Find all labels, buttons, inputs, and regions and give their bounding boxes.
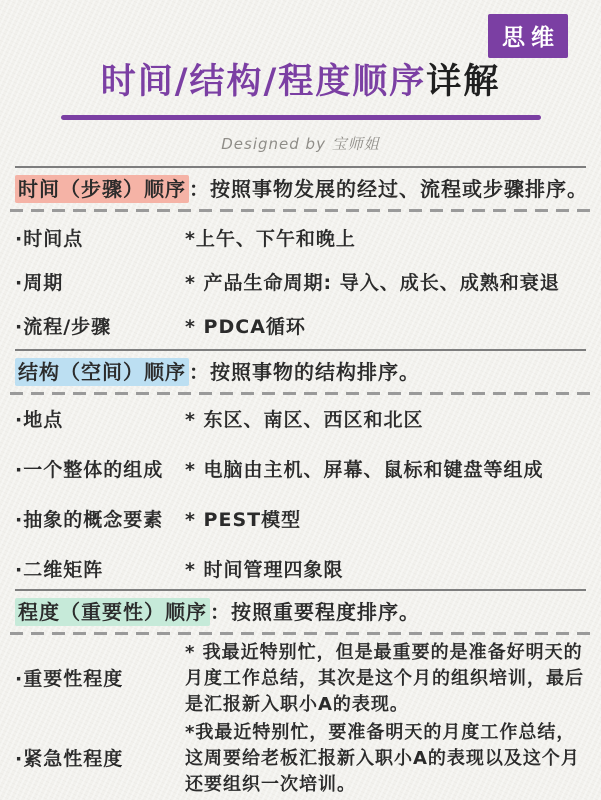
header-highlight: 时间（步骤）顺序 <box>15 175 189 203</box>
solid-divider <box>15 349 586 351</box>
header-desc: ：按照重要程度排序。 <box>210 600 420 624</box>
row-value: *我最近特别忙，要准备明天的月度工作总结，这周要给老板汇报新入职小A的表现以及这个月还要组织一次培训。 <box>185 722 580 795</box>
section-degree-order <box>0 598 601 798</box>
table-row <box>0 557 601 583</box>
table-row <box>0 270 601 296</box>
solid-divider <box>15 166 586 168</box>
header-highlight: 程度（重要性）顺序 <box>15 598 210 626</box>
table-row <box>0 507 601 533</box>
header-highlight: 结构（空间）顺序 <box>15 358 189 386</box>
row-value: * 产品生命周期: 导入、成长、成熟和衰退 <box>185 272 560 294</box>
row-label: ·时间点 <box>15 228 84 250</box>
row-label: ·紧急性程度 <box>15 748 124 770</box>
header-desc: ：按照事物的结构排序。 <box>189 360 420 384</box>
header-desc: ：按照事物发展的经过、流程或步骤排序。 <box>189 177 588 201</box>
row-label: ·二维矩阵 <box>15 559 104 581</box>
table-row <box>0 226 601 252</box>
table-row <box>0 640 601 718</box>
row-label: ·周期 <box>15 272 64 294</box>
row-label: ·重要性程度 <box>15 668 124 690</box>
section-header <box>15 598 586 627</box>
table-row <box>0 407 601 433</box>
row-value: * PDCA循环 <box>185 316 306 338</box>
solid-divider <box>15 589 586 591</box>
dashed-divider <box>10 392 591 395</box>
row-label: ·一个整体的组成 <box>15 459 164 481</box>
dashed-divider <box>10 209 591 212</box>
table-row <box>0 314 601 340</box>
row-label: ·地点 <box>15 409 64 431</box>
row-label: ·流程/步骤 <box>15 316 112 338</box>
row-value: * 东区、南区、西区和北区 <box>185 409 424 431</box>
row-value: * 我最近特别忙，但是最重要的是准备好明天的月度工作总结，其次是这个月的组织培训，最后是汇报新入职小A的表现。 <box>185 642 584 715</box>
row-value: *上午、下午和晚上 <box>185 228 356 250</box>
section-time-order <box>0 175 601 340</box>
title-rest: 详解 <box>426 62 501 102</box>
section-header <box>15 175 586 204</box>
section-header <box>15 358 586 387</box>
section-structure-order <box>0 358 601 583</box>
table-row <box>0 720 601 798</box>
row-label: ·抽象的概念要素 <box>15 509 164 531</box>
row-value: * 电脑由主机、屏幕、鼠标和键盘等组成 <box>185 459 544 481</box>
row-value: * PEST模型 <box>185 509 302 531</box>
thinking-badge: 思维 <box>488 14 568 58</box>
dashed-divider <box>10 632 591 635</box>
row-value: * 时间管理四象限 <box>185 559 344 581</box>
title-accent: 时间/结构/程度顺序 <box>100 62 427 102</box>
credit-line: Designed by 宝师姐 <box>221 135 380 153</box>
title-underline <box>61 115 541 120</box>
table-row <box>0 457 601 483</box>
